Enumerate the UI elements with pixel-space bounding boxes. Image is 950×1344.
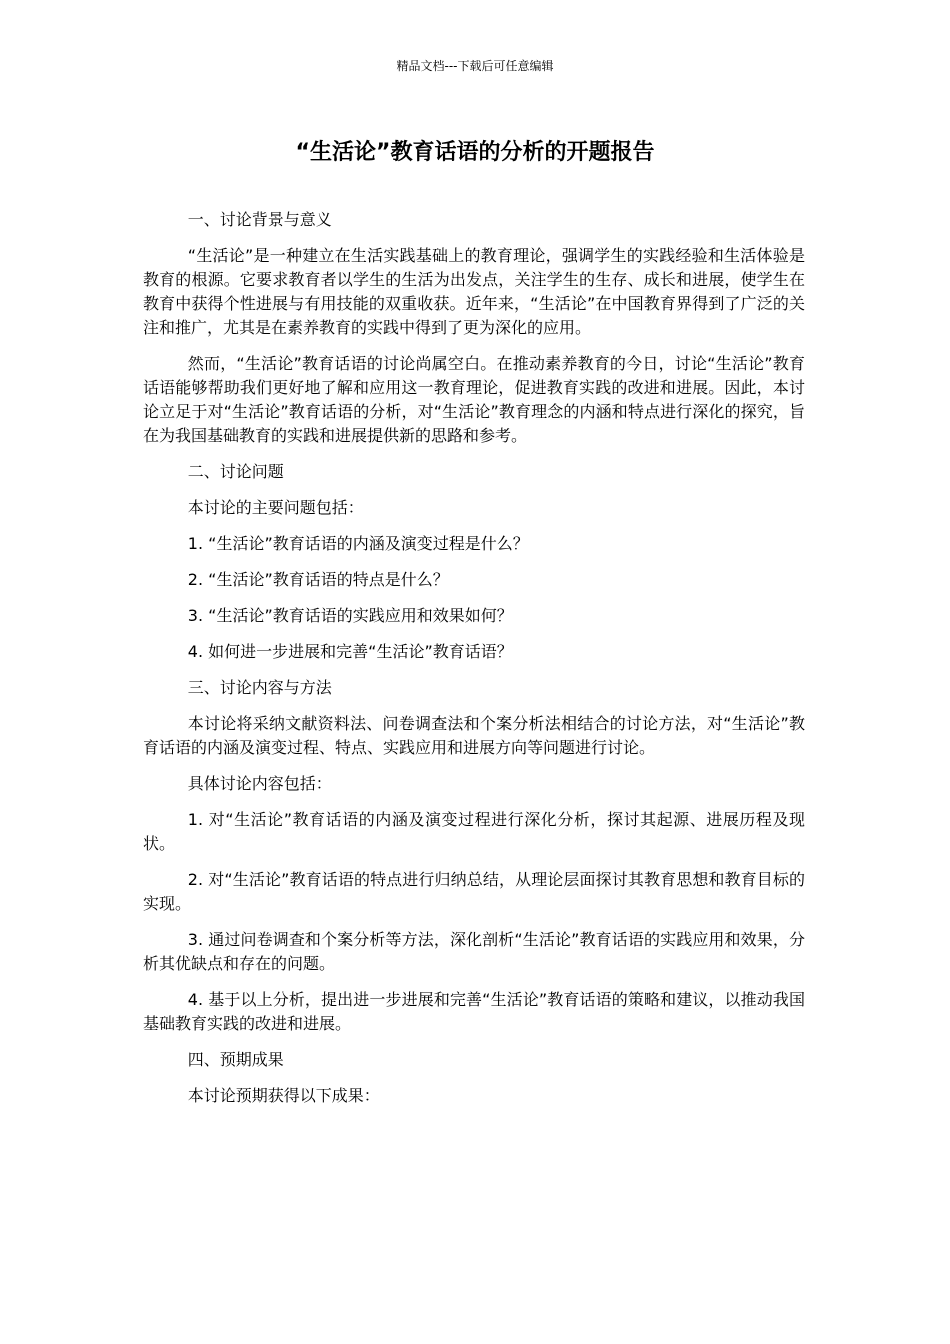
paragraph: 本讨论的主要问题包括： [187, 498, 364, 517]
list-item: 4. 基于以上分析，提出进一步进展和完善“生活论”教育话语的策略和建议，以推动我国基础教育实践的改进和进展。 [143, 990, 805, 1033]
list-item: 3. “生活论”教育话语的实践应用和效果如何？ [187, 606, 513, 625]
page-header: 精品文档---下载后可任意编辑 [396, 59, 554, 73]
document-title: “生活论”教育话语的分析的开题报告 [295, 140, 655, 165]
paragraph: 然而，“生活论”教育话语的讨论尚属空白。在推动素养教育的今日，讨论“生活论”教育话语能够帮助我们更好地了解和应用这一教育理论，促进教育实践的改进和进展。因此，本讨论立足于对“生活论”教育话语的分析，对“生活论”教育理念的内涵和特点进行深化的探究，旨在为我国基础教育的实践和进展提供新的思路和参考。 [143, 354, 805, 445]
section-heading: 三、讨论内容与方法 [187, 678, 332, 697]
document-body [143, 208, 805, 1120]
paragraph: 具体讨论内容包括： [187, 774, 332, 793]
list-item: 2. 对“生活论”教育话语的特点进行归纳总结，从理论层面探讨其教育思想和教育目标的实现。 [143, 870, 805, 913]
list-item: 1. 对“生活论”教育话语的内涵及演变过程进行深化分析，探讨其起源、进展历程及现状。 [143, 810, 805, 853]
list-item: 2. “生活论”教育话语的特点是什么？ [187, 570, 449, 589]
paragraph: “生活论”是一种建立在生活实践基础上的教育理论，强调学生的实践经验和生活体验是教育的根源。它要求教育者以学生的生活为出发点，关注学生的生存、成长和进展，使学生在教育中获得个性进展与有用技能的双重收获。近年来，“生活论”在中国教育界得到了广泛的关注和推广，尤其是在素养教育的实践中得到了更为深化的应用。 [143, 246, 805, 337]
section-heading: 二、讨论问题 [187, 462, 284, 481]
list-item: 1. “生活论”教育话语的内涵及演变过程是什么？ [187, 534, 529, 553]
paragraph: 本讨论预期获得以下成果： [187, 1086, 380, 1105]
list-item: 3. 通过问卷调查和个案分析等方法，深化剖析“生活论”教育话语的实践应用和效果，分析其优缺点和存在的问题。 [143, 930, 805, 973]
section-heading: 一、讨论背景与意义 [187, 210, 332, 229]
paragraph: 本讨论将采纳文献资料法、问卷调查法和个案分析法相结合的讨论方法，对“生活论”教育话语的内涵及演变过程、特点、实践应用和进展方向等问题进行讨论。 [143, 714, 805, 757]
list-item: 4. 如何进一步进展和完善“生活论”教育话语？ [187, 642, 513, 661]
section-heading: 四、预期成果 [187, 1050, 284, 1069]
